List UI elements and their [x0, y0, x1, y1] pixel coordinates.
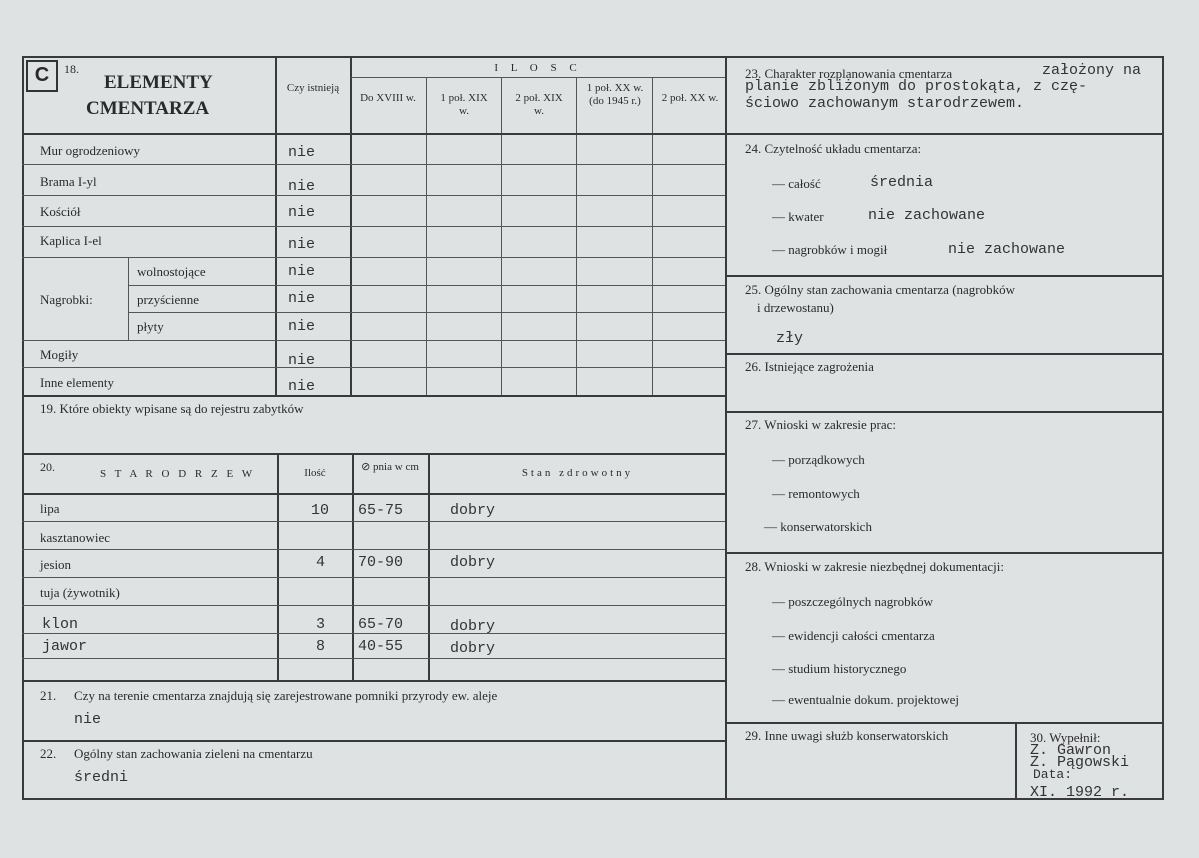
s19-bottom	[22, 453, 725, 455]
row-label-kaplica: Kaplica I-el	[40, 233, 102, 248]
row-label-inne: Inne elementy	[40, 375, 114, 390]
tree-health-lipa: dobry	[450, 502, 496, 519]
s20-col-divider-1	[277, 455, 279, 681]
s27-item-porzadkowych: — porządkowych	[772, 452, 865, 467]
s20-row-line	[22, 549, 725, 550]
s27-item-konserwatorskich: — konserwatorskich	[764, 519, 872, 534]
section-19-label: 19. Które obiekty wpisane są do rejestru zabytków	[40, 401, 304, 416]
section-24-label: 24. Czytelność układu cmentarza:	[745, 141, 922, 156]
s27-bottom	[725, 552, 1164, 554]
section-25-label-line1: 25. Ogólny stan zachowania cmentarza (nagrobków	[745, 282, 1016, 297]
section-18-title-line2: CMENTARZA	[86, 98, 210, 119]
s20-row-line	[22, 633, 725, 634]
section-21-value: nie	[74, 711, 102, 728]
tree-qty-lipa: 10	[311, 502, 330, 519]
s20-bottom	[22, 680, 725, 682]
s24-item-kwater-label: — kwater	[772, 209, 824, 224]
s18-ilosc-underline	[351, 77, 725, 78]
frame-bottom	[22, 798, 1164, 800]
s18-row-line	[22, 195, 725, 196]
s21-bottom	[22, 740, 725, 742]
s20-row-line	[22, 605, 725, 606]
s24-item-nagrobkow-value: nie zachowane	[948, 241, 1066, 258]
s20-header-bottom	[22, 493, 725, 495]
col-qty-header: Ilość	[304, 467, 326, 479]
section-c-box	[26, 60, 58, 92]
s18-row-line	[128, 285, 725, 286]
s28-item-ewidencji: — ewidencji całości cmentarza	[772, 628, 935, 643]
row-value-mur: nie	[288, 144, 316, 161]
section-18-number: 18.	[64, 62, 79, 76]
s18-col-divider-6	[652, 78, 653, 396]
nagrobki-value-przyscienne: nie	[288, 290, 316, 307]
s18-col-divider-5	[576, 78, 577, 396]
tree-diam-klon: 65-70	[358, 616, 404, 633]
row-label-brama: Brama I-yl	[40, 174, 97, 189]
section-30-date-label: Data:	[1033, 767, 1073, 782]
s18-header-bottom	[22, 133, 725, 135]
tree-name-lipa: lipa	[40, 501, 60, 516]
col-diam-header: ⊘ pnia w cm	[361, 461, 419, 473]
tree-diam-lipa: 65-75	[358, 502, 404, 519]
section-27-label: 27. Wnioski w zakresie prac:	[745, 417, 897, 432]
s18-col-divider-4	[501, 78, 502, 396]
s28-item-nagrobkow: — poszczególnych nagrobków	[772, 594, 934, 609]
tree-name-kasztanowiec: kasztanowiec	[40, 530, 111, 545]
section-20-title: S T A R O D R Z E W	[100, 468, 256, 480]
section-25-value: zły	[776, 330, 804, 347]
s28-item-projektowej: — ewentualnie dokum. projektowej	[772, 692, 960, 707]
tree-health-jesion: dobry	[450, 554, 496, 571]
section-23-value-line2: planie zbliżonym do prostokąta, z czę-	[745, 78, 1088, 95]
row-label-kosciol: Kościół	[40, 204, 81, 219]
period-header-4: 2 poł. XX w.	[661, 92, 719, 104]
s23-bottom	[725, 133, 1164, 135]
s28-item-studium: — studium historycznego	[772, 661, 907, 676]
section-c-letter: C	[34, 64, 50, 86]
nagrobki-label-wolnostojace: wolnostojące	[137, 264, 206, 279]
nagrobki-label-plyty: płyty	[137, 319, 164, 334]
section-21-number: 21.	[40, 688, 57, 703]
period-header-3: 1 poł. XX w. (do 1945 r.)	[586, 82, 644, 107]
row-value-mogily: nie	[288, 352, 316, 369]
section-29-label: 29. Inne uwagi służb konserwatorskich	[745, 728, 949, 743]
frame-center-divider	[725, 56, 727, 800]
frame-left	[22, 56, 24, 800]
tree-name-jesion: jesion	[40, 557, 72, 572]
s18-row-line	[22, 367, 725, 368]
frame-top	[22, 56, 1164, 58]
row-value-kosciol: nie	[288, 204, 316, 221]
s20-col-divider-2	[352, 455, 354, 681]
s18-row-line	[128, 312, 725, 313]
tree-name-tuja: tuja (żywotnik)	[40, 585, 120, 600]
period-header-0: Do XVIII w.	[360, 92, 416, 104]
section-28-label: 28. Wnioski w zakresie niezbędnej dokumentacji:	[745, 559, 1004, 574]
section-22-label: Ogólny stan zachowania zieleni na cmentarzu	[74, 746, 313, 761]
section-30-name2: Z. Pągowski	[1030, 754, 1130, 771]
tree-diam-jawor: 40-55	[358, 638, 404, 655]
period-header-1: 1 poł. XIX w.	[440, 92, 488, 117]
s26-bottom	[725, 411, 1164, 413]
tree-health-jawor: dobry	[450, 640, 496, 657]
tree-diam-jesion: 70-90	[358, 554, 404, 571]
section-26-label: 26. Istniejące zagrożenia	[745, 359, 874, 374]
s20-row-line	[22, 521, 725, 522]
s24-item-calosc-label: — całość	[772, 176, 821, 191]
s27-item-remontowych: — remontowych	[772, 486, 860, 501]
s20-row-line	[22, 658, 725, 659]
nagrobki-value-wolnostojace: nie	[288, 263, 316, 280]
row-value-kaplica: nie	[288, 236, 316, 253]
section-23-value-line3: ściowo zachowanym starodrzewem.	[745, 95, 1025, 112]
s24-bottom	[725, 275, 1164, 277]
tree-name-jawor: jawor	[42, 638, 88, 655]
s29-s30-divider	[1015, 722, 1017, 800]
period-header-2: 2 poł. XIX w.	[515, 92, 563, 117]
col-exists-header: Czy istnieją	[286, 82, 340, 94]
tree-name-klon: klon	[42, 616, 79, 633]
section-23-label: 23. Charakter rozplanowania cmentarza	[745, 66, 953, 81]
tree-qty-jawor: 8	[316, 638, 326, 655]
s18-nagrobki-divider	[128, 257, 129, 340]
tree-health-klon: dobry	[450, 618, 496, 635]
section-30-date-value: XI. 1992 r.	[1030, 784, 1130, 801]
s18-row-line	[22, 340, 725, 341]
section-21-label: Czy na terenie cmentarza znajdują się zarejestrowane pomniki przyrody ew. aleje	[74, 688, 498, 703]
row-value-brama: nie	[288, 178, 316, 195]
s24-item-calosc-value: średnia	[870, 174, 934, 191]
row-label-mogily: Mogiły	[40, 347, 79, 362]
section-30-label: 30. Wypełnił:	[1030, 730, 1101, 745]
frame-right	[1162, 56, 1164, 800]
nagrobki-value-plyty: nie	[288, 318, 316, 335]
section-20-number: 20.	[40, 460, 55, 474]
col-ilosc-header: I L O S C	[494, 62, 582, 74]
s20-row-line	[22, 577, 725, 578]
s18-col-divider-3	[426, 78, 427, 396]
col-health-header: Stan zdrowotny	[521, 467, 634, 479]
s28-bottom	[725, 722, 1164, 724]
s18-row-line	[22, 164, 725, 165]
section-30-name1: Z. Gawron	[1030, 742, 1112, 759]
s24-item-nagrobkow-label: — nagrobków i mogił	[772, 242, 888, 257]
s18-row-line	[22, 226, 725, 227]
s25-bottom	[725, 353, 1164, 355]
s18-bottom	[22, 395, 725, 397]
section-18-title-line1: ELEMENTY	[104, 72, 213, 93]
nagrobki-label: Nagrobki:	[40, 292, 93, 307]
s20-col-divider-3	[428, 455, 430, 681]
s24-item-kwater-value: nie zachowane	[868, 207, 986, 224]
section-25-label-line2: i drzewostanu)	[757, 300, 834, 315]
tree-qty-jesion: 4	[316, 554, 326, 571]
tree-qty-klon: 3	[316, 616, 326, 633]
nagrobki-label-przyscienne: przyścienne	[137, 292, 200, 307]
row-label-mur: Mur ogrodzeniowy	[40, 143, 141, 158]
row-value-inne: nie	[288, 378, 316, 395]
section-23-value-line1: założony na	[1042, 62, 1142, 79]
section-22-number: 22.	[40, 746, 57, 761]
section-22-value: średni	[74, 769, 129, 786]
